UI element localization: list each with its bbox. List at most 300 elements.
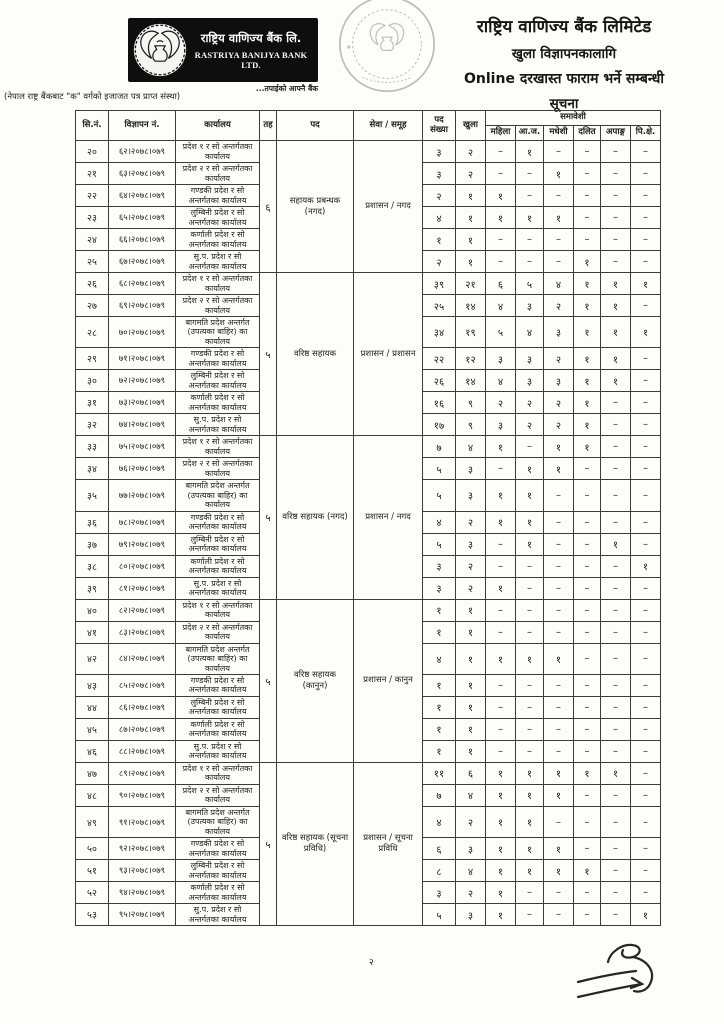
cell-quota-women: – <box>486 621 516 643</box>
cell-total-positions: १७ <box>423 414 456 436</box>
cell-quota-backward-area: १ <box>631 555 661 577</box>
cell-quota-dalit: १ <box>574 392 601 414</box>
cell-office: गण्डकी प्रदेश र सो अन्तर्गतका कार्यालय <box>176 185 260 207</box>
cell-quota-disabled: – <box>601 718 631 740</box>
cell-quota-madhesi: १ <box>544 458 574 480</box>
cell-open: १ <box>456 696 486 718</box>
cell-quota-disabled: – <box>601 621 631 643</box>
cell-quota-dalit: – <box>574 599 601 621</box>
notice-title-line3: Online दरखास्त फाराम भर्ने सम्बन्धी <box>464 71 664 87</box>
cell-service-group: प्रशासन / प्रशासन <box>354 273 423 436</box>
cell-quota-disabled: – <box>601 185 631 207</box>
cell-quota-women: – <box>486 555 516 577</box>
cell-quota-disabled: १ <box>601 370 631 392</box>
cell-level: ६ <box>260 141 277 273</box>
header-post: पद <box>277 111 354 141</box>
cell-serial-number: २० <box>76 141 109 163</box>
cell-quota-backward-area: – <box>631 533 661 555</box>
cell-quota-dalit: – <box>574 718 601 740</box>
cell-quota-dalit: – <box>574 784 601 806</box>
cell-office: सु.प. प्रदेश र सो अन्तर्गतका कार्यालय <box>176 251 260 273</box>
cell-total-positions: ३४ <box>423 317 456 348</box>
cell-quota-women: – <box>486 599 516 621</box>
cell-quota-adivasi-janajati: – <box>516 436 544 458</box>
cell-serial-number: ४१ <box>76 621 109 643</box>
cell-quota-disabled: – <box>601 414 631 436</box>
cell-quota-adivasi-janajati: – <box>516 229 544 251</box>
cell-quota-madhesi: २ <box>544 392 574 414</box>
cell-quota-women: १ <box>486 185 516 207</box>
cell-quota-madhesi: – <box>544 511 574 533</box>
notice-title-line4: सूचना <box>549 96 579 112</box>
cell-quota-women: – <box>486 718 516 740</box>
cell-quota-women: १ <box>486 207 516 229</box>
cell-quota-madhesi: २ <box>544 414 574 436</box>
cell-serial-number: ३१ <box>76 392 109 414</box>
cell-quota-backward-area: – <box>631 860 661 882</box>
cell-quota-backward-area: – <box>631 458 661 480</box>
cell-quota-disabled: – <box>601 577 631 599</box>
cell-quota-women: ५ <box>486 317 516 348</box>
cell-quota-women: – <box>486 229 516 251</box>
cell-quota-madhesi: – <box>544 185 574 207</box>
cell-open: २ <box>456 163 486 185</box>
header-backward-area: पि.क्षे. <box>631 126 661 141</box>
cell-office: गण्डकी प्रदेश र सो अन्तर्गतका कार्यालय <box>176 674 260 696</box>
cell-advertisement-number: ७९।२०७८।०७९ <box>109 533 176 555</box>
cell-quota-madhesi: १ <box>544 762 574 784</box>
cell-advertisement-number: ६३।२०७८।०७९ <box>109 163 176 185</box>
cell-service-group: प्रशासन / सूचना प्रविधि <box>354 762 423 925</box>
cell-office: प्रदेश २ र सो अन्तर्गतका कार्यालय <box>176 163 260 185</box>
cell-quota-backward-area: – <box>631 806 661 837</box>
cell-quota-women: १ <box>486 784 516 806</box>
cell-quota-backward-area: – <box>631 577 661 599</box>
bank-logo <box>128 18 318 82</box>
cell-serial-number: ४४ <box>76 696 109 718</box>
cell-quota-backward-area: – <box>631 718 661 740</box>
bank-name-english: RASTRIYA BANIJYA BANK LTD. <box>194 49 308 70</box>
cell-total-positions: ४ <box>423 207 456 229</box>
cell-quota-adivasi-janajati: १ <box>516 806 544 837</box>
cell-office: कर्णाली प्रदेश र सो अन्तर्गतका कार्यालय <box>176 718 260 740</box>
cell-total-positions: ३ <box>423 882 456 904</box>
cell-quota-madhesi: १ <box>544 163 574 185</box>
cell-open: १४ <box>456 295 486 317</box>
cell-office: प्रदेश १ र सो अन्तर्गतका कार्यालय <box>176 599 260 621</box>
cell-advertisement-number: ६८।२०७८।०७९ <box>109 273 176 295</box>
cell-quota-disabled: – <box>601 674 631 696</box>
cell-serial-number: ४७ <box>76 762 109 784</box>
cell-quota-disabled: १ <box>601 533 631 555</box>
cell-total-positions: ३ <box>423 577 456 599</box>
cell-total-positions: १ <box>423 740 456 762</box>
cell-open: २ <box>456 141 486 163</box>
header-inclusive: समावेशी <box>486 111 661 126</box>
cell-serial-number: ३२ <box>76 414 109 436</box>
header-open: खुला <box>456 111 486 141</box>
cell-quota-dalit: १ <box>574 251 601 273</box>
bank-logo-text <box>188 31 318 70</box>
cell-post: वरिष्ठ सहायक <box>277 273 354 436</box>
header-service-group: सेवा / समूह <box>354 111 423 141</box>
cell-office: प्रदेश १ र सो अन्तर्गतका कार्यालय <box>176 141 260 163</box>
cell-service-group: प्रशासन / नगद <box>354 436 423 599</box>
cell-quota-women: – <box>486 740 516 762</box>
cell-serial-number: ५२ <box>76 882 109 904</box>
cell-quota-disabled: – <box>601 480 631 511</box>
cell-office: सु.प. प्रदेश र सो अन्तर्गतका कार्यालय <box>176 414 260 436</box>
cell-quota-women: १ <box>486 806 516 837</box>
cell-quota-backward-area: – <box>631 838 661 860</box>
cell-serial-number: २४ <box>76 229 109 251</box>
cell-total-positions: ३९ <box>423 273 456 295</box>
cell-quota-madhesi: – <box>544 251 574 273</box>
cell-quota-backward-area: – <box>631 414 661 436</box>
cell-quota-adivasi-janajati: – <box>516 163 544 185</box>
cell-quota-madhesi: १ <box>544 838 574 860</box>
cell-advertisement-number: ७०।२०७८।०७९ <box>109 317 176 348</box>
cell-serial-number: २७ <box>76 295 109 317</box>
cell-quota-adivasi-janajati: १ <box>516 141 544 163</box>
cell-quota-adivasi-janajati: १ <box>516 762 544 784</box>
cell-quota-madhesi: – <box>544 577 574 599</box>
cell-quota-women: १ <box>486 577 516 599</box>
cell-open: २ <box>456 882 486 904</box>
cell-level: ५ <box>260 436 277 599</box>
cell-quota-dalit: १ <box>574 762 601 784</box>
cell-quota-madhesi: – <box>544 141 574 163</box>
cell-open: ३ <box>456 533 486 555</box>
cell-open: ३ <box>456 838 486 860</box>
cell-quota-dalit: १ <box>574 414 601 436</box>
cell-quota-dalit: १ <box>574 317 601 348</box>
cell-office: प्रदेश २ र सो अन्तर्गतका कार्यालय <box>176 295 260 317</box>
cell-quota-dalit: – <box>574 577 601 599</box>
cell-total-positions: २ <box>423 185 456 207</box>
cell-total-positions: ८ <box>423 860 456 882</box>
bank-emblem-icon <box>132 22 188 78</box>
cell-quota-backward-area: – <box>631 740 661 762</box>
cell-quota-backward-area: – <box>631 480 661 511</box>
cell-advertisement-number: ६७।२०७८।०७९ <box>109 251 176 273</box>
cell-office: सु.प. प्रदेश र सो अन्तर्गतका कार्यालय <box>176 577 260 599</box>
cell-quota-women: – <box>486 533 516 555</box>
cell-quota-dalit: – <box>574 838 601 860</box>
cell-open: १ <box>456 185 486 207</box>
cell-open: ४ <box>456 436 486 458</box>
cell-open: २ <box>456 806 486 837</box>
cell-quota-disabled: – <box>601 643 631 674</box>
cell-serial-number: ३८ <box>76 555 109 577</box>
cell-quota-adivasi-janajati: – <box>516 904 544 926</box>
table-row <box>76 141 661 163</box>
cell-total-positions: २ <box>423 251 456 273</box>
cell-quota-backward-area: – <box>631 762 661 784</box>
license-line: (नेपाल राष्ट्र बैंकबाट "क" वर्गको इजाजत पत्र प्राप्त संस्था) <box>4 92 181 102</box>
cell-quota-madhesi: ३ <box>544 370 574 392</box>
cell-quota-dalit: १ <box>574 273 601 295</box>
cell-quota-adivasi-janajati: ३ <box>516 348 544 370</box>
cell-advertisement-number: ७२।२०७८।०७९ <box>109 370 176 392</box>
cell-open: ३ <box>456 480 486 511</box>
cell-quota-backward-area: – <box>631 882 661 904</box>
cell-quota-women: – <box>486 458 516 480</box>
cell-quota-backward-area: १ <box>631 317 661 348</box>
cell-advertisement-number: ७३।२०७८।०७९ <box>109 392 176 414</box>
cell-quota-adivasi-janajati: १ <box>516 860 544 882</box>
cell-total-positions: २६ <box>423 370 456 392</box>
page-number: २ <box>369 958 374 968</box>
cell-quota-adivasi-janajati: – <box>516 251 544 273</box>
cell-quota-dalit: १ <box>574 348 601 370</box>
cell-quota-madhesi: २ <box>544 348 574 370</box>
cell-total-positions: ११ <box>423 762 456 784</box>
cell-quota-disabled: – <box>601 229 631 251</box>
cell-open: १४ <box>456 370 486 392</box>
cell-advertisement-number: ७७।२०७८।०७९ <box>109 480 176 511</box>
cell-advertisement-number: ८७।२०७८।०७९ <box>109 718 176 740</box>
cell-serial-number: ३४ <box>76 458 109 480</box>
cell-office: लुम्बिनी प्रदेश र सो अन्तर्गतका कार्यालय <box>176 860 260 882</box>
header-total-positions: पद संख्या <box>423 111 456 141</box>
cell-quota-madhesi: – <box>544 882 574 904</box>
cell-advertisement-number: ७८।२०७८।०७९ <box>109 511 176 533</box>
cell-office: प्रदेश २ र सो अन्तर्गतका कार्यालय <box>176 621 260 643</box>
cell-quota-women: १ <box>486 904 516 926</box>
cell-quota-adivasi-janajati: – <box>516 718 544 740</box>
cell-quota-women: २ <box>486 392 516 414</box>
cell-total-positions: ६ <box>423 838 456 860</box>
cell-quota-disabled: – <box>601 511 631 533</box>
cell-quota-backward-area: – <box>631 392 661 414</box>
cell-quota-adivasi-janajati: – <box>516 621 544 643</box>
cell-total-positions: ७ <box>423 436 456 458</box>
cell-quota-dalit: – <box>574 458 601 480</box>
cell-total-positions: ४ <box>423 806 456 837</box>
cell-quota-dalit: – <box>574 674 601 696</box>
cell-serial-number: ४२ <box>76 643 109 674</box>
cell-quota-madhesi: ४ <box>544 273 574 295</box>
cell-quota-adivasi-janajati: १ <box>516 458 544 480</box>
cell-serial-number: ३५ <box>76 480 109 511</box>
cell-serial-number: ४५ <box>76 718 109 740</box>
cell-total-positions: १ <box>423 621 456 643</box>
cell-quota-dalit: – <box>574 533 601 555</box>
cell-advertisement-number: ८८।२०७८।०७९ <box>109 740 176 762</box>
cell-quota-backward-area: – <box>631 511 661 533</box>
cell-quota-disabled: – <box>601 141 631 163</box>
header-advertisement-number: विज्ञापन नं. <box>109 111 176 141</box>
cell-open: १ <box>456 643 486 674</box>
cell-quota-dalit: – <box>574 882 601 904</box>
cell-open: ९ <box>456 392 486 414</box>
cell-quota-women: ६ <box>486 273 516 295</box>
cell-advertisement-number: ८६।२०७८।०७९ <box>109 696 176 718</box>
cell-office: प्रदेश २ र सो अन्तर्गतका कार्यालय <box>176 458 260 480</box>
cell-advertisement-number: ९४।२०७८।०७९ <box>109 882 176 904</box>
cell-serial-number: २१ <box>76 163 109 185</box>
table-row <box>76 599 661 621</box>
cell-total-positions: ४ <box>423 643 456 674</box>
cell-quota-adivasi-janajati: – <box>516 185 544 207</box>
cell-quota-madhesi: १ <box>544 784 574 806</box>
cell-quota-adivasi-janajati: – <box>516 577 544 599</box>
cell-serial-number: ३३ <box>76 436 109 458</box>
cell-advertisement-number: ६६।२०७८।०७९ <box>109 229 176 251</box>
cell-quota-adivasi-janajati: – <box>516 555 544 577</box>
cell-office: गण्डकी प्रदेश र सो अन्तर्गतका कार्यालय <box>176 511 260 533</box>
cell-quota-women: – <box>486 251 516 273</box>
cell-serial-number: ४० <box>76 599 109 621</box>
cell-quota-women: ३ <box>486 414 516 436</box>
cell-quota-women: – <box>486 141 516 163</box>
cell-quota-dalit: – <box>574 643 601 674</box>
cell-quota-backward-area: – <box>631 621 661 643</box>
cell-quota-adivasi-janajati: १ <box>516 207 544 229</box>
cell-total-positions: ७ <box>423 784 456 806</box>
cell-post: वरिष्ठ सहायक (नगद) <box>277 436 354 599</box>
cell-total-positions: ५ <box>423 458 456 480</box>
cell-quota-adivasi-janajati: १ <box>516 643 544 674</box>
cell-quota-backward-area: – <box>631 696 661 718</box>
cell-advertisement-number: ८३।२०७८।०७९ <box>109 621 176 643</box>
cell-advertisement-number: ६२।२०७८।०७९ <box>109 141 176 163</box>
cell-quota-adivasi-janajati: ३ <box>516 295 544 317</box>
cell-open: ४ <box>456 860 486 882</box>
cell-service-group: प्रशासन / नगद <box>354 141 423 273</box>
cell-serial-number: ३७ <box>76 533 109 555</box>
cell-quota-dalit: – <box>574 207 601 229</box>
cell-quota-adivasi-janajati: २ <box>516 414 544 436</box>
cell-quota-backward-area: – <box>631 674 661 696</box>
cell-serial-number: ४३ <box>76 674 109 696</box>
cell-quota-adivasi-janajati: – <box>516 740 544 762</box>
cell-advertisement-number: ६९।२०७८।०७९ <box>109 295 176 317</box>
cell-total-positions: १ <box>423 718 456 740</box>
cell-quota-backward-area: – <box>631 370 661 392</box>
cell-quota-backward-area: – <box>631 295 661 317</box>
cell-quota-disabled: १ <box>601 762 631 784</box>
cell-serial-number: ४९ <box>76 806 109 837</box>
cell-post: वरिष्ठ सहायक (कानुन) <box>277 599 354 762</box>
cell-serial-number: २९ <box>76 348 109 370</box>
cell-serial-number: ५० <box>76 838 109 860</box>
cell-advertisement-number: ८५।२०७८।०७९ <box>109 674 176 696</box>
table-row <box>76 273 661 295</box>
cell-quota-dalit: १ <box>574 370 601 392</box>
cell-quota-madhesi: – <box>544 674 574 696</box>
cell-office: प्रदेश १ र सो अन्तर्गतका कार्यालय <box>176 273 260 295</box>
cell-quota-madhesi: १ <box>544 207 574 229</box>
table-header-row-1 <box>76 111 661 126</box>
header-level: तह <box>260 111 277 141</box>
cell-quota-disabled: – <box>601 838 631 860</box>
cell-office: लुम्बिनी प्रदेश र सो अन्तर्गतका कार्यालय <box>176 207 260 229</box>
cell-office: कर्णाली प्रदेश र सो अन्तर्गतका कार्यालय <box>176 882 260 904</box>
cell-quota-disabled: – <box>601 392 631 414</box>
cell-quota-disabled: १ <box>601 348 631 370</box>
cell-quota-dalit: १ <box>574 436 601 458</box>
cell-quota-disabled: – <box>601 251 631 273</box>
cell-advertisement-number: ८९।२०७८।०७९ <box>109 762 176 784</box>
cell-quota-adivasi-janajati: – <box>516 674 544 696</box>
cell-total-positions: १ <box>423 696 456 718</box>
cell-serial-number: ५३ <box>76 904 109 926</box>
cell-office: सु.प. प्रदेश र सो अन्तर्गतका कार्यालय <box>176 740 260 762</box>
cell-serial-number: ५१ <box>76 860 109 882</box>
cell-open: ९ <box>456 414 486 436</box>
cell-office: लुम्बिनी प्रदेश र सो अन्तर्गतका कार्यालय <box>176 533 260 555</box>
cell-quota-madhesi: – <box>544 599 574 621</box>
cell-advertisement-number: ७६।२०७८।०७९ <box>109 458 176 480</box>
cell-total-positions: ३ <box>423 555 456 577</box>
cell-open: २ <box>456 577 486 599</box>
cell-quota-disabled: १ <box>601 317 631 348</box>
cell-quota-backward-area: – <box>631 436 661 458</box>
cell-office: लुम्बिनी प्रदेश र सो अन्तर्गतका कार्यालय <box>176 370 260 392</box>
cell-advertisement-number: ९५।२०७८।०७९ <box>109 904 176 926</box>
cell-quota-madhesi: – <box>544 904 574 926</box>
cell-level: ५ <box>260 273 277 436</box>
cell-quota-disabled: – <box>601 740 631 762</box>
cell-open: १ <box>456 621 486 643</box>
cell-advertisement-number: ८४।२०७८।०७९ <box>109 643 176 674</box>
cell-quota-backward-area: – <box>631 163 661 185</box>
cell-advertisement-number: ८२।२०७८।०७९ <box>109 599 176 621</box>
cell-total-positions: १ <box>423 674 456 696</box>
cell-open: १ <box>456 740 486 762</box>
cell-quota-disabled: – <box>601 599 631 621</box>
cell-serial-number: ३९ <box>76 577 109 599</box>
cell-quota-women: ३ <box>486 348 516 370</box>
cell-quota-madhesi: – <box>544 740 574 762</box>
cell-quota-dalit: – <box>574 229 601 251</box>
cell-quota-women: १ <box>486 643 516 674</box>
cell-quota-dalit: – <box>574 163 601 185</box>
cell-open: ३ <box>456 904 486 926</box>
header-adivasi-janajati: आ.ज. <box>516 126 544 141</box>
cell-level: ५ <box>260 599 277 762</box>
cell-quota-dalit: – <box>574 621 601 643</box>
cell-advertisement-number: ७५।२०७८।०७९ <box>109 436 176 458</box>
cell-office: सु.प. प्रदेश र सो अन्तर्गतका कार्यालय <box>176 904 260 926</box>
cell-quota-backward-area: – <box>631 141 661 163</box>
cell-total-positions: ३ <box>423 141 456 163</box>
cell-quota-disabled: – <box>601 436 631 458</box>
cell-quota-backward-area: – <box>631 251 661 273</box>
cell-quota-madhesi: – <box>544 806 574 837</box>
cell-quota-adivasi-janajati: – <box>516 882 544 904</box>
cell-quota-dalit: १ <box>574 860 601 882</box>
cell-office: कर्णाली प्रदेश र सो अन्तर्गतका कार्यालय <box>176 555 260 577</box>
cell-open: १ <box>456 718 486 740</box>
cell-total-positions: ५ <box>423 480 456 511</box>
cell-total-positions: ५ <box>423 533 456 555</box>
cell-quota-madhesi: १ <box>544 436 574 458</box>
cell-open: १ <box>456 229 486 251</box>
cell-open: २ <box>456 511 486 533</box>
cell-advertisement-number: ९१।२०७८।०७९ <box>109 806 176 837</box>
cell-open: २ <box>456 555 486 577</box>
cell-quota-adivasi-janajati: १ <box>516 533 544 555</box>
cell-quota-women: ४ <box>486 370 516 392</box>
cell-serial-number: ४८ <box>76 784 109 806</box>
cell-quota-backward-area: – <box>631 643 661 674</box>
cell-quota-madhesi: १ <box>544 860 574 882</box>
cell-advertisement-number: ६४।२०७८।०७९ <box>109 185 176 207</box>
cell-quota-madhesi: – <box>544 480 574 511</box>
